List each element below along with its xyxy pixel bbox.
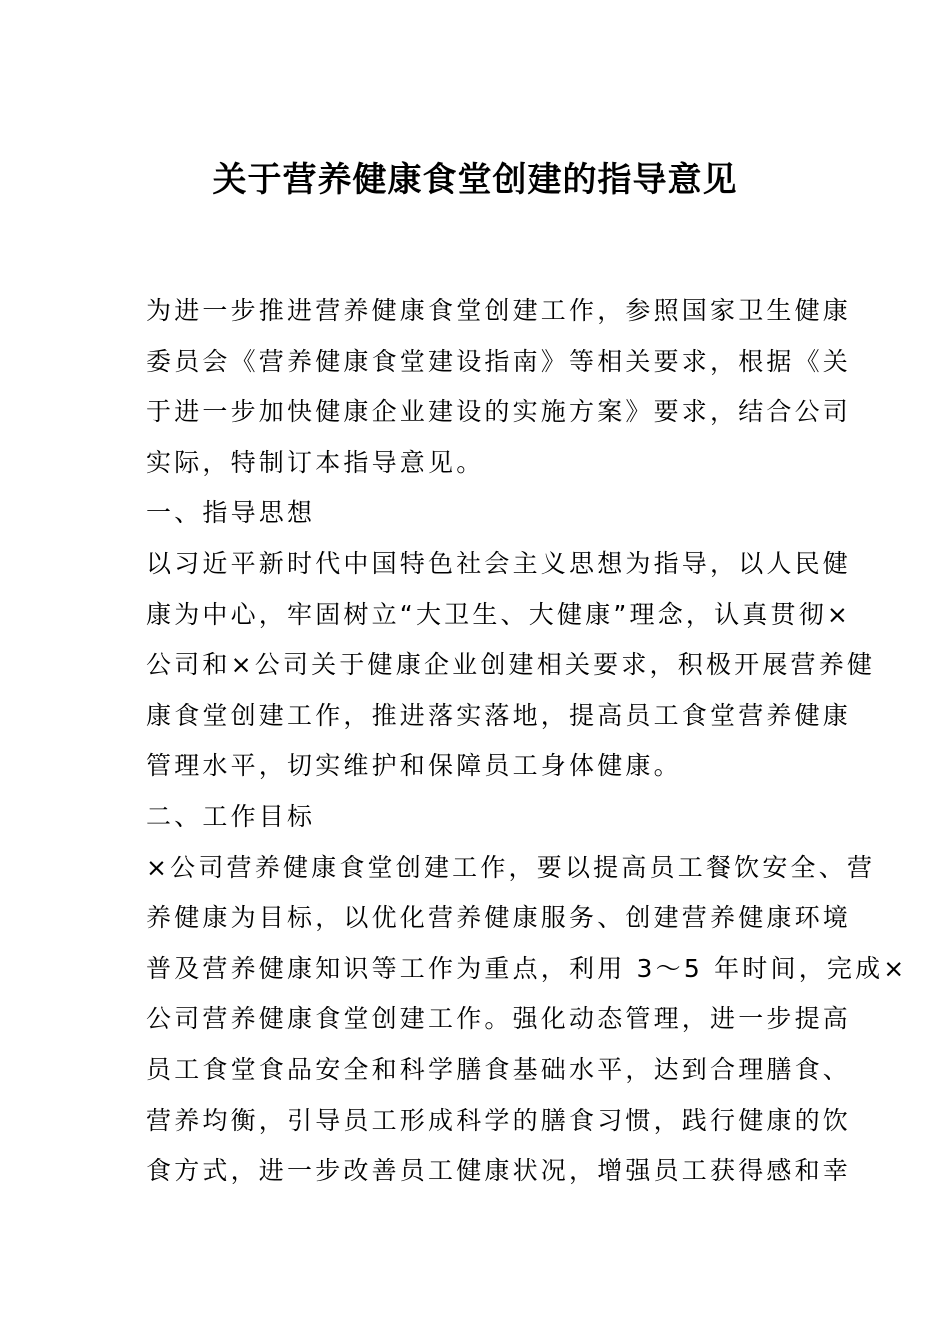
body-line: 康食堂创建工作，推进落实落地，提高员工食堂营养健康 xyxy=(146,700,852,730)
body-line: 管理水平，切实维护和保障员工身体健康。 xyxy=(146,751,682,781)
body-line: 养健康为目标，以优化营养健康服务、创建营养健康环境 xyxy=(146,903,852,933)
body-line: 委员会《营养健康食堂建设指南》等相关要求，根据《关 xyxy=(146,346,852,376)
section-heading-work-goals: 二、工作目标 xyxy=(146,801,316,831)
body-line: 员工食堂食品安全和科学膳食基础水平，达到合理膳食、 xyxy=(146,1054,852,1084)
body-line: 为进一步推进营养健康食堂创建工作，参照国家卫生健康 xyxy=(146,296,852,325)
body-line: 实际，特制订本指导意见。 xyxy=(146,447,485,477)
body-line: 以习近平新时代中国特色社会主义思想为指导，以人民健 xyxy=(146,548,852,578)
body-line: 普及营养健康知识等工作为重点，利用 3～5 年时间，完成× xyxy=(146,953,908,983)
body-line: 公司和×公司关于健康企业创建相关要求，积极开展营养健 xyxy=(146,650,876,680)
document-body xyxy=(146,286,908,1197)
body-line: 营养均衡，引导员工形成科学的膳食习惯，践行健康的饮 xyxy=(146,1105,852,1135)
body-line: 公司营养健康食堂创建工作。强化动态管理，进一步提高 xyxy=(146,1004,852,1034)
body-line: 康为中心，牢固树立“大卫生、大健康”理念，认真贯彻× xyxy=(146,599,852,629)
document-title: 关于营养健康食堂创建的指导意见 xyxy=(212,160,738,200)
body-line: 食方式，进一步改善员工健康状况，增强员工获得感和幸 xyxy=(146,1156,852,1186)
section-heading-guiding-ideology: 一、指导思想 xyxy=(146,498,316,528)
body-line: ×公司营养健康食堂创建工作，要以提高员工餐饮安全、营 xyxy=(146,852,876,882)
body-line: 于进一步加快健康企业建设的实施方案》要求，结合公司 xyxy=(146,397,852,427)
